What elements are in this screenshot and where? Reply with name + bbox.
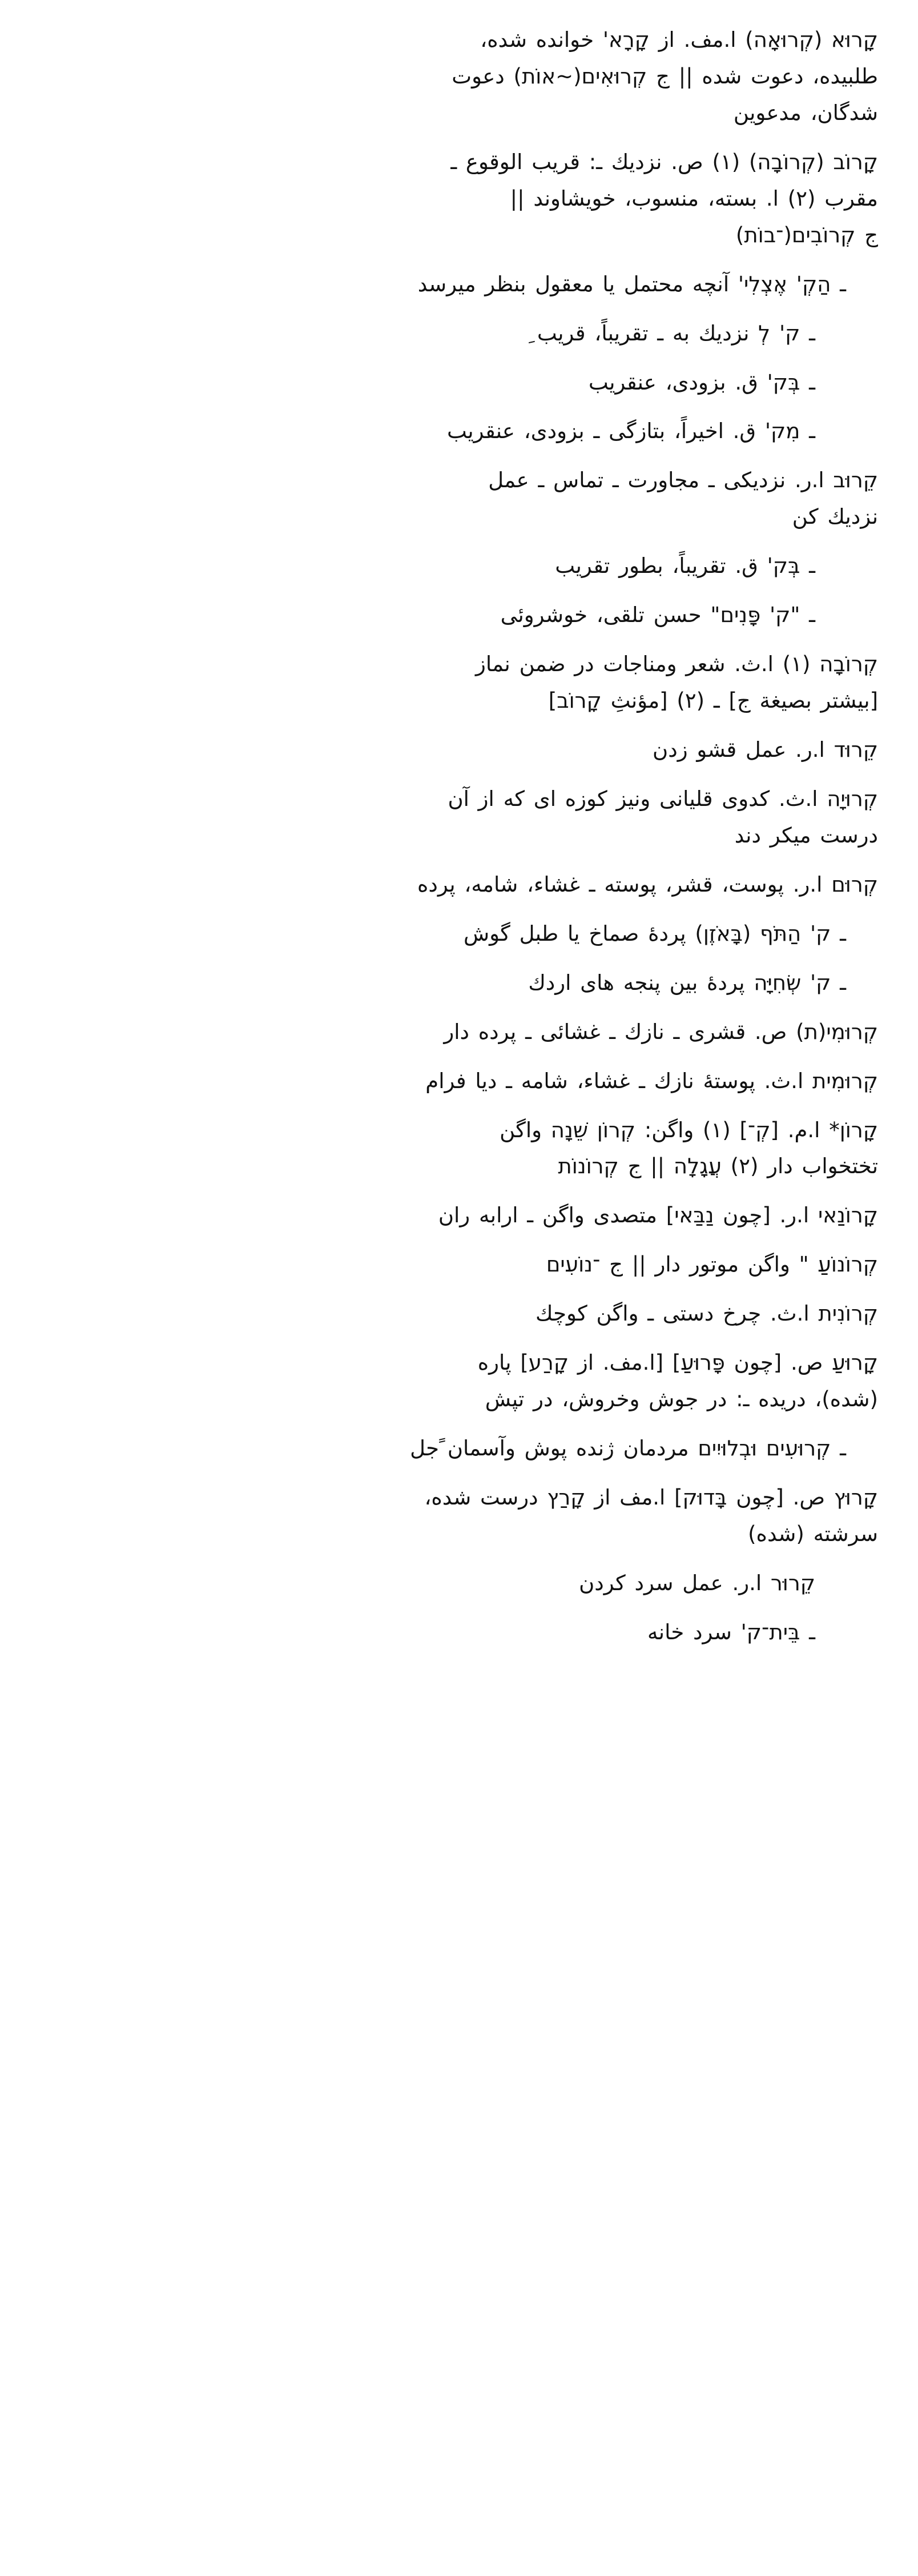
entry-headword-line: ـ "ק' פָּנִים" حسن تلقی، خوشروئی xyxy=(500,603,815,628)
dictionary-entry xyxy=(34,1297,878,1331)
entry-body-line: [بیشتر بصیغة ج] ـ (۲) [مؤنثِ קָרוֹב] xyxy=(548,688,878,713)
entry-headword-line: קְרוּם ا.ر. پوست، قشر، پوسته ـ غشاء، شامه، پرده xyxy=(417,872,878,897)
dictionary-entry xyxy=(34,647,878,718)
entry-body-line: (شده)، دریده ـ: در جوش وخروش، در تپش xyxy=(485,1387,878,1412)
dictionary-entry xyxy=(34,549,878,583)
entry-headword-line: ـ בְּק' ق. بزودی، عنقریب xyxy=(588,370,815,395)
entry-headword-line: ـ ק' לְ نزدیك به ـ تقریباً، قریب ِ xyxy=(529,320,815,346)
dictionary-entry xyxy=(34,23,878,130)
dictionary-entry xyxy=(34,917,878,951)
entry-headword-line: ـ בֵּית־ק' سرد خانه xyxy=(647,1619,815,1644)
dictionary-entry xyxy=(34,1015,878,1049)
entry-body-line: درست میكر دند xyxy=(734,822,878,848)
dictionary-entry xyxy=(34,366,878,400)
dictionary-entry xyxy=(34,1247,878,1282)
entry-headword-line: ـ ק' שְׂחִיָּה پردهٔ بین پنجه های اردك xyxy=(528,970,846,995)
dictionary-entry xyxy=(34,1566,878,1600)
entry-headword-line: קָרוֹב (קְרוֹבָה) (۱) ص. نزدیك ـ: قریب الوقوع ـ xyxy=(450,149,878,174)
entry-body-line: مقرب (۲) ا. بسته، منسوب، خویشاوند || xyxy=(510,186,878,211)
entry-list xyxy=(34,23,878,1650)
entry-headword-line: ـ קְרוּעִים וּבְלוּיִים مردمان ژنده پوش وآسمان ًجل xyxy=(410,1436,846,1461)
dictionary-entry xyxy=(34,1346,878,1417)
dictionary-entry xyxy=(34,1431,878,1466)
entry-headword-line: קְרוּמִי(ת) ص. قشری ـ نازك ـ غشائی ـ پرده دار xyxy=(444,1019,878,1044)
dictionary-entry xyxy=(34,145,878,252)
dictionary-entry xyxy=(34,1064,878,1098)
entry-headword-line: קָרוֹן* ا.م. [קְ־] (۱) واگن: קְרוֹן שֵׁנָה واگن xyxy=(500,1117,878,1142)
entry-headword-line: קֵרוּד ا.ر. عمل قشو زدن xyxy=(653,737,878,762)
entry-headword-line: ـ מִק' ق. اخیراً، بتازگی ـ بزودی، عنقریب xyxy=(446,419,815,444)
dictionary-entry xyxy=(34,267,878,302)
entry-headword-line: ـ ק' הַתֹּף (בָּאֹזֶן) پردهٔ صماخ یا طبل گوش xyxy=(463,921,846,946)
entry-headword-line: ـ הַקְ' אֶצְלִי' آنچه محتمل یا معقول بنظر میرسد xyxy=(417,271,846,296)
entry-body-line: تختخواب دار (۲) עֲגָלָה || ج קְרוֹנוֹת xyxy=(558,1154,878,1179)
dictionary-entry xyxy=(34,868,878,902)
entry-headword-line: קְרוּיָה ا.ث. كدوی قلیانی ونیز كوزه ای كه از آن xyxy=(448,786,878,811)
dictionary-entry xyxy=(34,463,878,534)
dictionary-entry xyxy=(34,598,878,632)
entry-headword-line: קֵרוּר ا.ر. عمل سرد كردن xyxy=(579,1570,815,1595)
entry-headword-line: קָרוּא (קְרוּאָה) ا.مف. از קָרָא' خوانده شده، xyxy=(480,27,878,52)
entry-headword-line: קְרוֹנוֹעַ " واگن موتور دار || ج ־נוֹעִים xyxy=(546,1252,878,1277)
dictionary-entry xyxy=(34,316,878,351)
dictionary-entry xyxy=(34,1480,878,1551)
entry-headword-line: קָרוּץ ص. [چون בָּדוּק] ا.مف از קָרַץ درست شده، xyxy=(424,1485,878,1510)
dictionary-entry xyxy=(34,1113,878,1184)
dictionary-entry xyxy=(34,1198,878,1233)
entry-body-line: طلبیده، دعوت شده || ج קְרוּאִים(~אוֹת) دعوت xyxy=(452,63,878,89)
entry-headword-line: קָרוּעַ ص. [چون פָּרוּעַ] [ا.مف. از קָרַע] پاره xyxy=(477,1350,878,1375)
entry-headword-line: קֵרוּב ا.ر. نزدیكی ـ مجاورت ـ تماس ـ عمل xyxy=(488,468,878,493)
entry-body-line: سرشته (شده) xyxy=(748,1521,878,1546)
entry-body-line: ج קְרוֹבִים(־בוֹת) xyxy=(735,222,878,247)
dictionary-entry xyxy=(34,414,878,448)
entry-headword-line: ـ בְּק' ق. تقریباً، بطور تقریب xyxy=(555,553,815,579)
entry-headword-line: קְרוֹבָה (۱) ا.ث. شعر ومناجات در ضمن نماز xyxy=(475,652,878,677)
dictionary-entry xyxy=(34,1615,878,1650)
entry-headword-line: קְרוּמִית ا.ث. پوستهٔ نازك ـ غشاء، شامه ـ دیا فرام xyxy=(425,1068,878,1093)
dictionary-entry xyxy=(34,782,878,853)
entry-body-line: شدگان، مدعوین xyxy=(733,100,878,125)
dictionary-entry xyxy=(34,966,878,1000)
entry-headword-line: קְרוֹנִית ا.ث. چرخ دستی ـ واگن كوچك xyxy=(535,1301,878,1326)
entry-headword-line: קָרוֹנַאי ا.ر. [چون נַבַּאי] متصدی واگن ـ ارابه ران xyxy=(438,1203,878,1228)
dictionary-entry xyxy=(34,733,878,767)
entry-body-line: نزدیك كن xyxy=(792,504,878,529)
